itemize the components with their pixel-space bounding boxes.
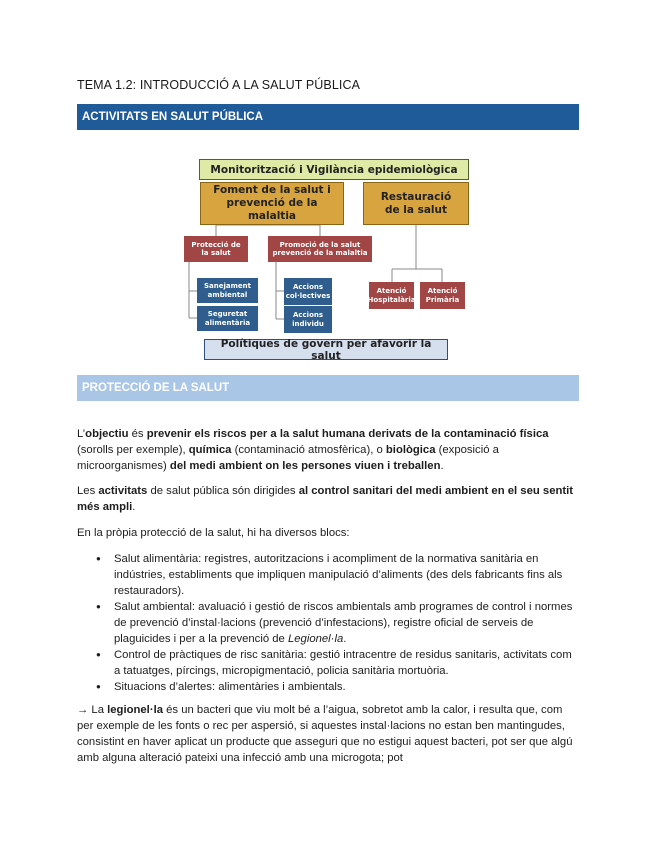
section-header-proteccio: PROTECCIÓ DE LA SALUT [77,375,579,401]
list-item: ● Control de pràctiques de risc sanitària: gestió intracentre de residus sanitaris, activitats com a tatuatges, pírcings, micropigmentació, policia sanitària mortuòria. [114,647,580,679]
list-item: ● Salut ambiental: avaluació i gestió de riscos ambientals amb programes de control i normes de prevenció d’instal·lacions (prevenció d’infestacions), registre oficial de serveis de plaguicides i per a la prevenció de Legionel·la. [114,599,580,647]
box-atencio-hospitalaria: Atenció Hospitalària [369,282,414,309]
paragraph-blocs: En la pròpia protecció de la salut, hi ha diversos blocs: [77,527,350,539]
connector-proteccio [189,262,197,318]
connector-foment [216,225,320,236]
blocs-list [77,551,580,695]
box-monitoritzacio: Monitorització i Vigilància epidemiològica [199,159,469,180]
paragraph-activitats: Les activitats de salut pública són dirigides al control sanitari del medi ambient en el seu sentit més ampli. [77,485,574,513]
box-seguretat-alimentaria: Seguretat alimentària [197,306,258,331]
document-title: TEMA 1.2: INTRODUCCIÓ A LA SALUT PÚBLICA [77,78,361,92]
connector-restauracio [392,225,442,282]
paragraph-legionella: → La legionel·la és un bacteri que viu molt bé a l’aigua, sobretot amb la calor, i resulta que, com per exemple de les fonts o rec per aspersió, si aquestes instal·lacions no estan ben mantingudes, consistint en haver aplicat un producte que asseguri que no estigui aquest bacteri, pot ser que algú amb alguna alteració pateixi una infecció amb una microgota; pot [77,704,573,764]
box-atencio-primaria: Atenció Primària [420,282,465,309]
box-politiques-govern: Polítiques de govern per afavorir la salut [204,339,448,360]
box-sanejament-ambiental: Sanejament ambiental [197,278,258,303]
paragraph-objectiu: L’objectiu és prevenir els riscos per a la salut humana derivats de la contaminació física (sorolls per exemple), química (contaminació atmosfèrica), o biològica (exposició a microorganismes) del medi ambient on les persones viuen i treballen. [77,428,549,472]
section-header-activitats: ACTIVITATS EN SALUT PÚBLICA [77,104,579,130]
list-item: ● Salut alimentària: registres, autoritzacions i acompliment de la normativa sanitària en indústries, establiments que impliquen manipulació d’aliments (des dels fabricants fins als restauradors). [114,551,580,599]
box-proteccio-salut: Protecció de la salut [184,236,248,262]
box-foment-salut: Foment de la salut i prevenció de la malaltia [200,182,344,225]
list-item: ● Situacions d’alertes: alimentàries i ambientals. [114,679,580,695]
box-accions-collectives: Accions col·lectives [284,278,332,305]
box-accions-individu: Accions individu [284,306,332,333]
activities-diagram [180,156,475,362]
box-restauracio-salut: Restauració de la salut [363,182,469,225]
connector-promocio [276,262,284,319]
box-promocio-salut: Promoció de la salut prevenció de la malaltia [268,236,372,262]
